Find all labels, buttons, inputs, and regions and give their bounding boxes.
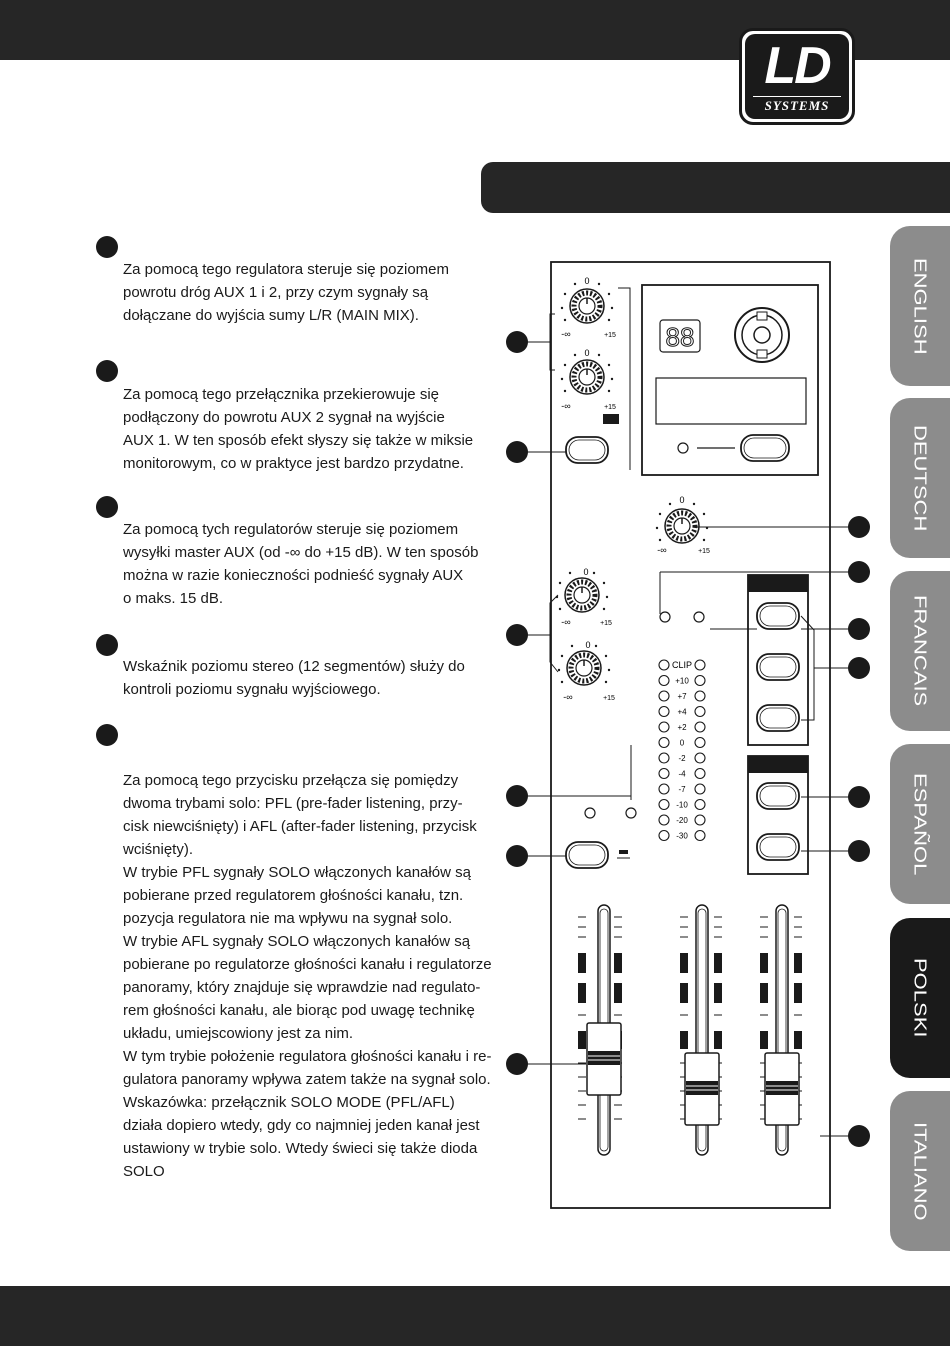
meter-label: +4 [677, 707, 687, 717]
section-body: Za pomocą tego przycisku przełącza się pomiędzy dwoma trybami solo: PFL (pre-fader listening, przy- cisk niewciśnięty) i AFL (after-fader listening, przycisk wciśnięty). W trybie PFL sygnały SOLO włączonych kanałów są pobierane przed regulatorem głośności kanału, tzn. pozycja regulatora nie ma wpływu na sygnał solo. W trybie AFL sygnały SOLO włączonych kanałów są pobierane po regulatorze głośności kanału i regulatorze panoramy, który znajduje się wprawdzie nad regulato- rem głośności kanału, ale biorąc pod uwagę technikę układu, umiejscowiony jest za nim. W tym trybie położenie regulatora głośności kanału i re- gulatora panoramy wpływa zatem także na sygnał solo. Wskazówka: przełącznik SOLO MODE (PFL/AFL) działa dopiero wtedy, gdy co najmniej jeden kanał jest ustawiony w trybie solo. Wtedy świeci się także dioda SOLO [123, 772, 492, 1180]
solo-led [660, 612, 670, 622]
tab-deutsch-label: DEUTSCH [910, 424, 931, 532]
routing-button-1[interactable] [757, 603, 799, 629]
svg-text:-∞: -∞ [561, 401, 571, 411]
section-bullet [96, 724, 118, 746]
meter-label: CLIP [671, 660, 693, 670]
meter-led-left [659, 722, 669, 732]
meter-label: -30 [676, 831, 688, 841]
svg-text:0: 0 [583, 567, 589, 577]
tab-italiano-label: ITALIANO [910, 1121, 931, 1221]
section-body: Za pomocą tego przełącznika przekierowuje się podłączony do powrotu AUX 2 sygnał na wyjście AUX 1. W ten sposób efekt słyszy się także w miksie monitorowym, co w praktyce jest bardzo przydatne. [123, 386, 474, 472]
tab-espanol[interactable] [890, 744, 950, 904]
svg-text:+15: +15 [603, 695, 615, 702]
aux2-to-aux1-switch[interactable] [566, 437, 608, 463]
meter-led-left [659, 815, 669, 825]
section-bullet [96, 236, 118, 258]
solo-mode-button[interactable] [566, 842, 608, 868]
section-body: Wskaźnik poziomu stereo (12 segmentów) służy do kontroli poziomu sygnału wyjściowego. [123, 658, 465, 698]
player-led [678, 443, 688, 453]
meter-label: +7 [677, 692, 687, 701]
meter-led-right [695, 800, 705, 810]
section-bullet [96, 496, 118, 518]
meter-label: -20 [676, 816, 688, 825]
section-bullet [96, 360, 118, 382]
logo-sub-text: SYSTEMS [764, 98, 830, 113]
svg-text:+15: +15 [698, 548, 710, 555]
svg-text:0: 0 [584, 276, 590, 286]
lcd-window [656, 378, 806, 424]
aux2-to-aux1-led [603, 414, 619, 424]
meter-label: +10 [675, 676, 689, 686]
meter-led-left [659, 784, 669, 794]
meter-led-right [695, 784, 705, 794]
tab-francais[interactable] [890, 571, 950, 731]
digit-display-text: 88 [665, 322, 695, 352]
svg-text:0: 0 [584, 348, 590, 358]
meter-led-left [659, 800, 669, 810]
meter-led-left [659, 660, 669, 670]
tab-polski[interactable] [890, 918, 950, 1078]
meter-led-right [695, 831, 705, 841]
meter-led-right [695, 769, 705, 779]
svg-text:+15: +15 [604, 404, 616, 411]
svg-text:0: 0 [679, 495, 685, 505]
meter-led-right [695, 815, 705, 825]
svg-text:+15: +15 [604, 332, 616, 339]
power-led [694, 612, 704, 622]
meter-label: -7 [678, 785, 686, 794]
routing-button-4[interactable] [757, 783, 799, 809]
solo-indicator-led [626, 808, 636, 818]
meter-label: -2 [678, 754, 686, 763]
section-bullet [96, 634, 118, 656]
tab-polski-label: POLSKI [910, 958, 931, 1038]
section-body: Za pomocą tego regulatora steruje się poziomem powrotu dróg AUX 1 i 2, przy czym sygnały są dołączane do wyjścia sumy L/R (MAIN MIX). [123, 261, 450, 324]
meter-led-left [659, 753, 669, 763]
tab-italiano[interactable] [890, 1091, 950, 1251]
mixer-panel-diagram [500, 255, 880, 1215]
meter-led-right [695, 660, 705, 670]
meter-led-right [695, 722, 705, 732]
tab-english-label: ENGLISH [910, 257, 931, 355]
rude-solo-led [585, 808, 595, 818]
tab-english[interactable] [890, 226, 950, 386]
player-button[interactable] [741, 435, 789, 461]
ld-systems-logo [739, 28, 855, 125]
svg-text:-∞: -∞ [561, 329, 571, 339]
meter-led-left [659, 769, 669, 779]
meter-led-left [659, 707, 669, 717]
meter-led-right [695, 738, 705, 748]
meter-label: -10 [676, 800, 688, 810]
routing-button-2[interactable] [757, 654, 799, 680]
meter-led-right [695, 676, 705, 686]
svg-text:-∞: -∞ [563, 692, 573, 702]
routing-button-3[interactable] [757, 705, 799, 731]
meter-led-right [695, 691, 705, 701]
svg-text:+15: +15 [600, 620, 612, 627]
tab-francais-label: FRANCAIS [910, 595, 931, 707]
meter-label: -4 [678, 769, 686, 779]
meter-label: 0 [679, 738, 685, 748]
bottom-bar [0, 1286, 950, 1346]
svg-text:-∞: -∞ [657, 545, 667, 555]
tab-deutsch[interactable] [890, 398, 950, 558]
section-header-bar [481, 162, 950, 213]
meter-led-right [695, 753, 705, 763]
section-body: Za pomocą tych regulatorów steruje się poziomem wysyłki master AUX (od -∞ do +15 dB). W ten sposób można w razie konieczności podnieść sygnały AUX o maks. 15 dB. [123, 521, 479, 607]
meter-led-left [659, 691, 669, 701]
logo-main-text: LD [764, 37, 830, 95]
svg-text:-∞: -∞ [561, 617, 571, 627]
routing-button-5[interactable] [757, 834, 799, 860]
meter-led-left [659, 738, 669, 748]
svg-text:0: 0 [585, 640, 591, 650]
meter-led-right [695, 707, 705, 717]
tab-espanol-label: ESPAÑOL [910, 772, 931, 876]
meter-led-left [659, 676, 669, 686]
meter-led-left [659, 831, 669, 841]
meter-label: +2 [677, 723, 687, 732]
